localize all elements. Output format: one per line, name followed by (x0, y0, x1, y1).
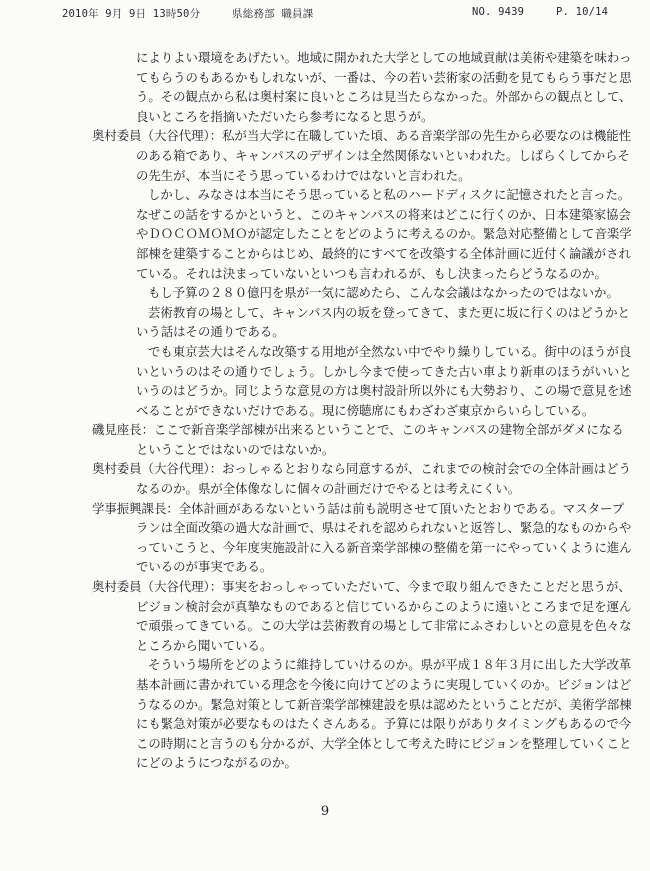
paragraph: しかし、みなさは本当にそう思っていると私のハードディスクに記憶されたと言った。なぜこの話をするかというと、このキャンパスの将来はどこに行くのか、日本建築家協会やＤＯＣＯＭＯＭＯが認定したことをどのように考えるのか。緊急対応整備として音楽学部棟を建築することからはじめ、最終的にすべてを改築する全体計画に近付く論議がされている。それは決まっていないといつも言われるが、もし決まったらどうなるのか。 (136, 187, 632, 281)
fax-page-indicator: P. 10/14 (556, 6, 609, 18)
speaker-name: 磯見座長 (92, 422, 142, 438)
page-number: 9 (320, 804, 330, 819)
fax-header (0, 6, 650, 24)
remark-text: ：私が当大学に在職していた頃、ある音楽学部の先生から必要なのは機能性のある箱であり、キャンパスのデザインは全然関係ないといわれた。しばらくしてからその先生が、本当にそう思っているわけではないと言われた。 (136, 128, 631, 183)
paragraph: によりよい環境をあげたい。地域に開かれた大学としての地域貢献は美術や建築を味わってもらうのもあるかもしれないが、一番は、今の若い芸術家の活動を見てもらう事だと思う。その観点から私は奥村案に良いところは見当たらなかった。外部からの観点として、良いところを指摘いただいたら参考になると思うが。 (136, 50, 632, 124)
fax-number: NO. 9439 (472, 6, 525, 18)
remark-text: ：事実をおっしゃっていただいて、今まで取り組んできたことだと思うが、ビジョン検討会が真摯なものであると信じているからこのように遠いところまで足を運んで頑張ってきている。この大学は芸術教育の場として非常にふさわしいとの意見を色々なところから聞いている。 (136, 579, 632, 653)
paragraph: でも東京芸大はそんな改築する用地が全然ない中でやり繰りしている。街中のほうが良いというのはその通りでしょう。しかし今まで使ってきた古い車より新車のほうがいいというのはどうか。同じような意見の方は奥村設計所以外にも大勢おり、この場で意見を述べることができないだけである。現に傍聴席にもわざわざ東京からいらしている。 (136, 343, 632, 418)
remark-text: ：おっしゃるとおりなら同意するが、これまでの検討会での全体計画はどうなるのか。県が全体像なしに個々の計画だけでやるとは考えにくい。 (136, 461, 631, 497)
speaker-remark (92, 420, 632, 459)
remark-text: ：ここで新音楽学部棟が出来るということで、このキャンパスの建物全部がダメになるということではないのではないか。 (136, 422, 624, 457)
fax-datetime: 2010年 9月 9日 13時50分 (62, 8, 201, 20)
speaker-remark (92, 577, 632, 655)
paragraph: そういう場所をどのように維持していけるのか。県が平成１８年３月に出した大学改革基本計画に書かれている理念を今後に向けてどのように実現していくのか。ビジョンはどうなるのか。緊急対策として新音楽学部棟建設を県は認めたということだが、美術学部棟にも緊急対策が必要なものはたくさんある。予算には限りがありタイミングもあるので今この時期にと言うのも分かるが、大学全体として考えた時にビジョンを整理していくことにどのようにつながるのか。 (136, 657, 632, 771)
paragraph: もし予算の２８０億円を県が一気に認めたら、こんな会議はなかったのではないか。 (148, 285, 619, 301)
paragraph: 芸術教育の場として、キャンパス内の坂を登ってきて、また更に坂に行くのはどうかという話はその通りである。 (136, 304, 630, 340)
minutes-body (92, 48, 632, 773)
fax-sender: 県総務部 職員課 (232, 8, 314, 20)
remark-text: ：全体計画があるないという話は前も説明させて頂いたとおりである。マスタープランは全面改築の過大な計画で、県はそれを認められないと返答し、緊急的なものからやっていこうと、今年度実施設計に入る新音楽学部棟の整備を第一にやっていくように進んでいるのが事実である。 (136, 500, 632, 575)
speaker-name: 奥村委員（大谷代理） (92, 579, 210, 595)
speaker-remark (92, 459, 632, 498)
speaker-remark (92, 126, 632, 185)
speaker-name: 奥村委員（大谷代理） (92, 461, 210, 477)
speaker-name: 学事振興課長 (92, 500, 167, 516)
speaker-name: 奥村委員（大谷代理） (92, 128, 210, 144)
speaker-remark (92, 499, 632, 577)
